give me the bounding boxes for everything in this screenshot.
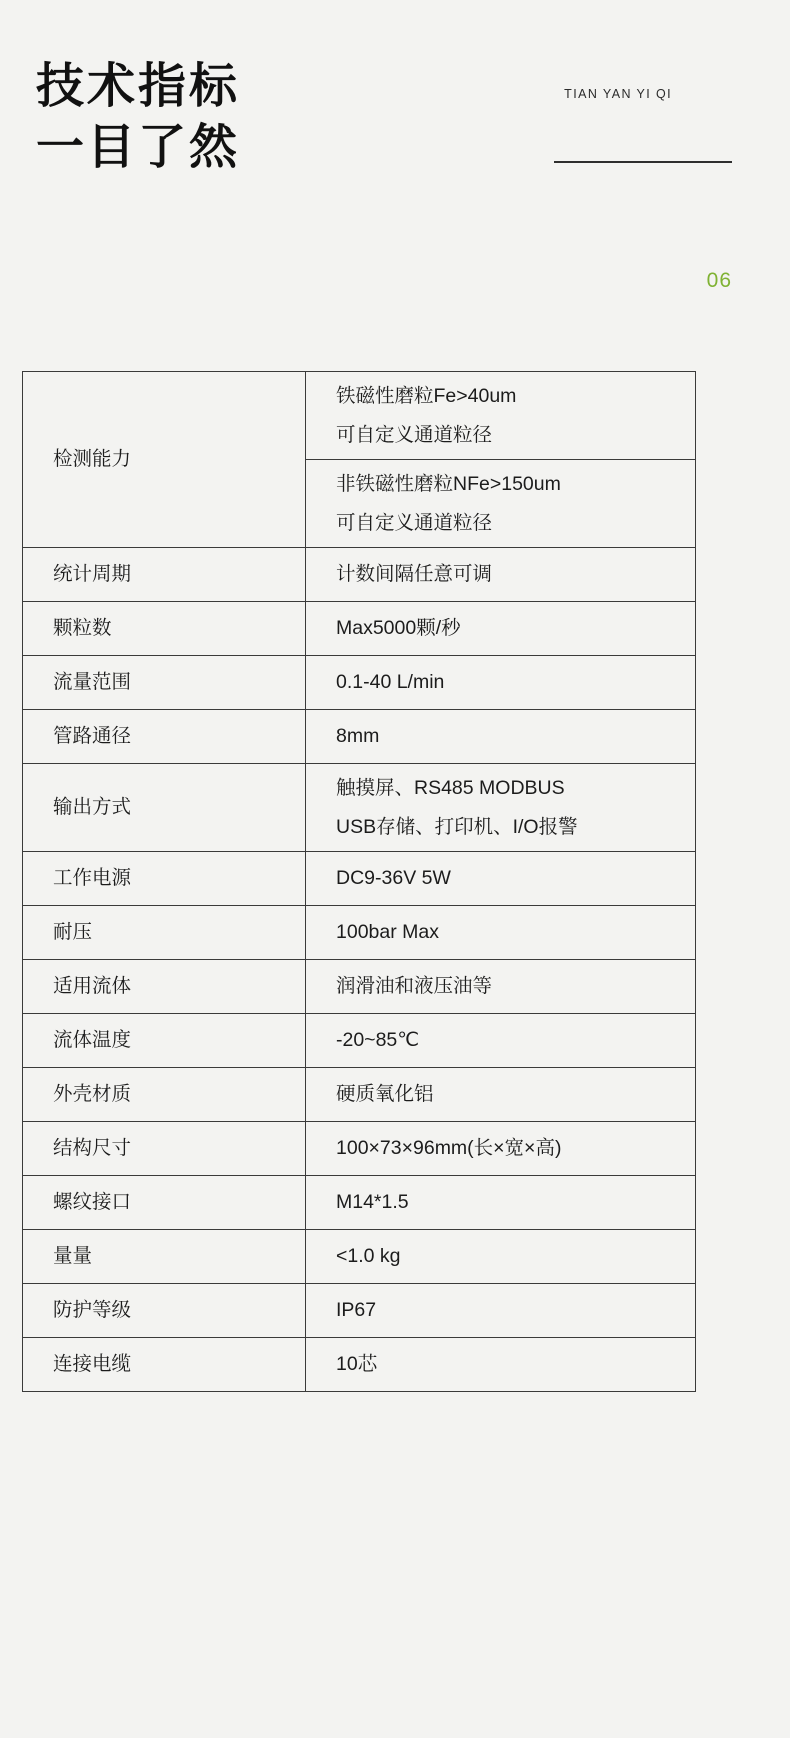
- table-row: [23, 548, 696, 602]
- spec-label-cell: 防护等级: [23, 1284, 306, 1338]
- spec-value-cell: [306, 372, 696, 460]
- table-row: [23, 1122, 696, 1176]
- spec-label-cell: 工作电源: [23, 852, 306, 906]
- spec-label-cell: 外壳材质: [23, 1068, 306, 1122]
- spec-value-cell: [306, 460, 696, 548]
- spec-value-cell: 0.1-40 L/min: [306, 656, 696, 710]
- table-row: [23, 1338, 696, 1392]
- spec-label-cell: 统计周期: [23, 548, 306, 602]
- table-row: [23, 1014, 696, 1068]
- spec-value-cell: <1.0 kg: [306, 1230, 696, 1284]
- table-row: [23, 764, 696, 852]
- spec-label-cell: 颗粒数: [23, 602, 306, 656]
- spec-value-cell: M14*1.5: [306, 1176, 696, 1230]
- spec-value-line: USB存储、打印机、I/O报警: [336, 815, 578, 838]
- spec-value-cell: -20~85℃: [306, 1014, 696, 1068]
- spec-value-cell: 硬质氧化铝: [306, 1068, 696, 1122]
- spec-value-cell: 8mm: [306, 710, 696, 764]
- spec-value-cell: 润滑油和液压油等: [306, 960, 696, 1014]
- spec-value-cell: IP67: [306, 1284, 696, 1338]
- table-row: [23, 372, 696, 460]
- spec-label-cell: 耐压: [23, 906, 306, 960]
- page-number: 06: [706, 269, 732, 292]
- page-header: [36, 56, 754, 316]
- spec-value-line: 触摸屏、RS485 MODBUS: [336, 777, 565, 800]
- table-row: [23, 906, 696, 960]
- brand-pinyin: TIAN YAN YI QI: [564, 87, 672, 101]
- spec-label-cell: 流量范围: [23, 656, 306, 710]
- spec-value-cell: 100×73×96mm(长×宽×高): [306, 1122, 696, 1176]
- spec-label-cell: 量量: [23, 1230, 306, 1284]
- table-row: [23, 656, 696, 710]
- spec-label-cell: 管路通径: [23, 710, 306, 764]
- spec-label-cell: 输出方式: [23, 764, 306, 852]
- specifications-table: [22, 371, 696, 1392]
- spec-value-cell: [306, 764, 696, 852]
- specifications-table-body: [23, 372, 696, 1392]
- table-row: [23, 1230, 696, 1284]
- spec-value-line: 可自定义通道粒径: [336, 511, 493, 534]
- page-title-line-1: 技术指标: [36, 60, 241, 113]
- spec-value-cell: 计数间隔任意可调: [306, 548, 696, 602]
- spec-label-cell: 适用流体: [23, 960, 306, 1014]
- spec-label-cell: 螺纹接口: [23, 1176, 306, 1230]
- spec-value-cell: 100bar Max: [306, 906, 696, 960]
- spec-label-cell: 检测能力: [23, 372, 306, 548]
- table-row: [23, 1284, 696, 1338]
- page-title: [36, 56, 240, 179]
- spec-label-cell: 流体温度: [23, 1014, 306, 1068]
- spec-value-cell: DC9-36V 5W: [306, 852, 696, 906]
- spec-label-cell: 连接电缆: [23, 1338, 306, 1392]
- spec-label-cell: 结构尺寸: [23, 1122, 306, 1176]
- page-title-line-2: 一目了然: [36, 121, 241, 175]
- table-row: [23, 1068, 696, 1122]
- table-row: [23, 852, 696, 906]
- table-row: [23, 602, 696, 656]
- table-row: [23, 1176, 696, 1230]
- spec-value-line: 非铁磁性磨粒NFe>150um: [336, 473, 561, 496]
- table-row: [23, 710, 696, 764]
- table-row: [23, 960, 696, 1014]
- spec-value-line: 可自定义通道粒径: [336, 423, 493, 446]
- spec-value-cell: Max5000颗/秒: [306, 602, 696, 656]
- spec-value-line: 铁磁性磨粒Fe>40um: [336, 385, 517, 408]
- spec-value-cell: 10芯: [306, 1338, 696, 1392]
- header-divider: [554, 161, 732, 163]
